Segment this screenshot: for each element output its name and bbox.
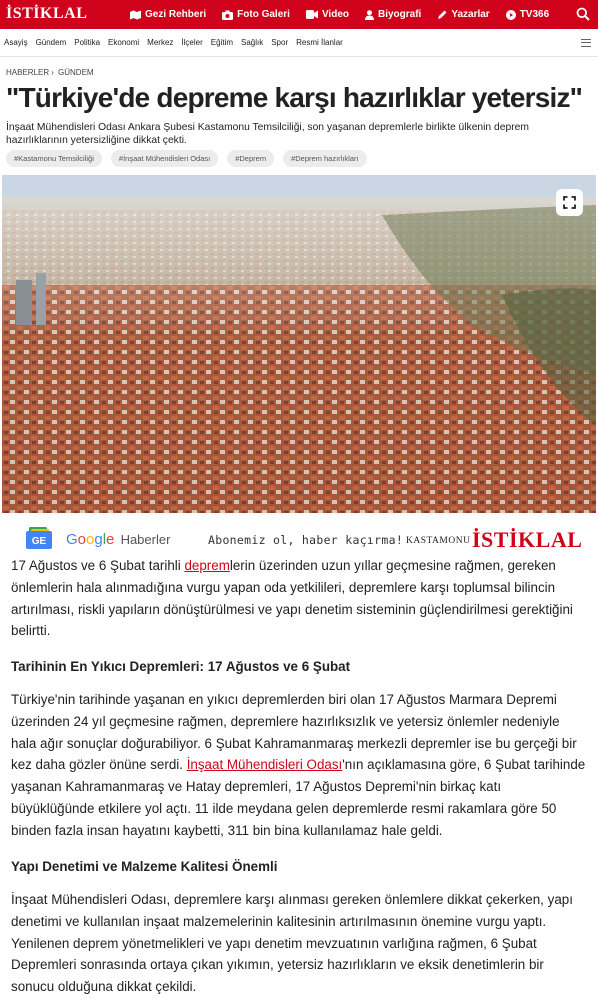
nav-gezi-rehberi[interactable]	[130, 9, 206, 20]
nav-yazarlar[interactable]	[437, 9, 489, 20]
brand-letter: e	[106, 531, 115, 548]
nav-biyografi[interactable]	[365, 9, 421, 20]
paper-logo: İSTİKLAL	[472, 527, 583, 552]
category-merkez[interactable]: Merkez	[147, 38, 174, 47]
google-news-banner[interactable]	[0, 519, 598, 559]
hero-image[interactable]	[2, 175, 596, 513]
google-news-icon-text: GE	[31, 536, 47, 547]
category-ekonomi[interactable]: Ekonomi	[108, 38, 140, 47]
category-resmi-ilanlar[interactable]: Resmi İlanlar	[296, 38, 343, 47]
breadcrumb	[6, 68, 96, 77]
imo-link[interactable]: İnşaat Mühendisleri Odası	[186, 757, 343, 773]
tag-deprem-hazirliklari[interactable]: #Deprem hazırlıkları	[283, 150, 367, 167]
nav-label: Video	[321, 9, 349, 20]
map-icon	[130, 10, 141, 20]
section-heading-1: Tarihinin En Yıkıcı Depremleri: 17 Ağustos ve 6 Şubat	[11, 659, 351, 674]
nav-foto-galeri[interactable]	[222, 9, 290, 20]
breadcrumb-separator: ›	[51, 68, 54, 77]
nav-tv366[interactable]	[506, 9, 549, 20]
paper-region: KASTAMONU	[406, 536, 471, 546]
article-summary: İnşaat Mühendisleri Odası Ankara Şubesi Kastamonu Temsilciliği, son yaşanan depremlerle birlikte ülkenin deprem hazırlıklarının yetersizliğine dikkat çekti.	[6, 122, 529, 146]
user-icon	[365, 10, 374, 20]
nav-label: Gezi Rehberi	[145, 9, 207, 20]
camera-icon	[222, 10, 233, 20]
subscribe-text: Abonemiz ol, haber kaçırma!	[208, 533, 404, 547]
tag-deprem[interactable]: #Deprem	[227, 150, 274, 167]
google-news-brand	[66, 531, 170, 548]
city-aerial-photo	[2, 175, 596, 513]
brand-letter: o	[86, 531, 95, 548]
section-heading-2: Yapı Denetimi ve Malzeme Kalitesi Önemli	[11, 859, 278, 874]
top-nav	[130, 0, 565, 29]
article-paragraph-2	[11, 689, 587, 842]
video-icon	[306, 10, 318, 19]
breadcrumb-gundem[interactable]: GÜNDEM	[58, 68, 94, 77]
nav-label: Foto Galeri	[237, 9, 290, 20]
category-asayis[interactable]: Asayiş	[4, 38, 28, 47]
search-icon[interactable]	[576, 7, 590, 21]
article-paragraph-1	[11, 555, 587, 642]
site-logo[interactable]: İSTİKLAL	[6, 5, 88, 22]
brand-letter: l	[102, 531, 107, 548]
category-egitim[interactable]: Eğitim	[210, 38, 233, 47]
expand-icon	[563, 196, 576, 209]
nav-label: Yazarlar	[451, 9, 490, 20]
category-gundem[interactable]: Gündem	[35, 38, 67, 47]
nav-label: Biyografi	[377, 9, 422, 20]
brand-letter: o	[77, 531, 87, 548]
deprem-link[interactable]: deprem	[184, 558, 230, 573]
google-news-suffix: Haberler	[120, 532, 171, 547]
top-bar	[0, 0, 598, 29]
breadcrumb-haberler[interactable]: HABERLER	[6, 68, 50, 77]
paragraph-text: 17 Ağustos ve 6 Şubat tarihli	[11, 558, 185, 573]
category-ilceler[interactable]: İlçeler	[181, 38, 203, 47]
article-title: "Türkiye'de depreme karşı hazırlıklar yetersiz"	[6, 82, 583, 113]
brand-letter: G	[66, 531, 78, 548]
paragraph-text: lerin üzerinden uzun yıllar geçmesine rağmen, gereken önlemlerin hala alınmadığına vurgu yapan oda yetkilileri, depremlere karşı toplumsal bilincin artırılması, riskli yapıların dönüştürülmesi ve yapı denetim sisteminin güçlendirilmesi gerektiğini belirtti.	[11, 558, 573, 639]
tag-list	[6, 150, 376, 167]
fullscreen-button[interactable]	[556, 189, 583, 216]
paragraph-text: Türkiye'nin tarihinde yaşanan en yıkıcı depremlerden biri olan 17 Ağustos Marmara Depremi üzerinden 24 yıl geçmesine rağmen, depremlere hazırlıksızlık ve yetersiz önlemler nedeniyle hala ağır sonuçlar doğurabiliyor. 6 Şubat Kahramanmaraş merkezli depremler ise bu gerçeği bir kez daha gözler önüne serdi.	[11, 692, 577, 773]
paragraph-text: 'nın açıklamasına göre, 6 Şubat tarihinde yaşanan Kahramanmaraş ve Hatay depremleri, 17 Ağustos Depremi'nin birkaç katı büyüklüğünde etkilere yol açtı. 11 ilde meydana gelen depremlerde resmi rakamlara göre 50 binden fazla insan hayatını kaybetti, 311 bin bina kullanılamaz hale geldi.	[11, 757, 586, 838]
pen-icon	[437, 10, 447, 20]
google-news-icon	[26, 527, 52, 549]
category-saglik[interactable]: Sağlık	[240, 38, 264, 47]
category-nav	[0, 29, 598, 57]
category-politika[interactable]: Politika	[74, 38, 101, 47]
play-icon	[506, 10, 516, 20]
menu-icon[interactable]	[581, 39, 591, 47]
nav-video[interactable]	[306, 9, 349, 20]
tag-insaat-muhendisleri-odasi[interactable]: #İnşaat Mühendisleri Odası	[111, 150, 218, 167]
article-paragraph-3: İnşaat Mühendisleri Odası, depremlere karşı alınması gereken önlemlere dikkat çekerken, yapı denetimi ve kullanılan inşaat malzemelerinin kalitesinin artırılmasının önemine vurgu yaptı. Yenilenen deprem yönetmelikleri ve yapı denetim mevzuatının varlığına rağmen, 6 Şubat Depremleri sonrasında ortaya çıkan yıkımın, yetersiz hazırlıkların ve eksik denetimlerin bir sonucu olduğuna dikkat çekildi.	[11, 892, 573, 995]
brand-letter: g	[94, 531, 103, 548]
tag-kastamonu-temsilciligi[interactable]: #Kastamonu Temsilciliği	[6, 150, 102, 167]
nav-label: TV366	[519, 9, 550, 20]
category-spor[interactable]: Spor	[271, 38, 289, 47]
